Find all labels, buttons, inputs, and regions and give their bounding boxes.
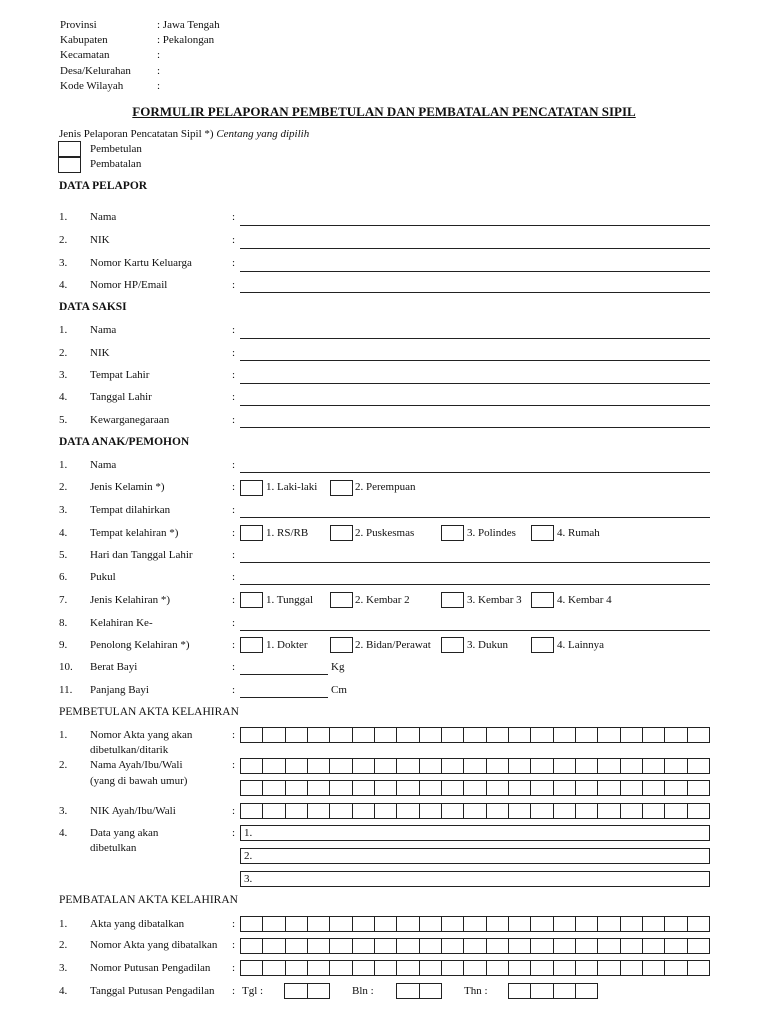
saksi-tanggal-lahir-field[interactable] <box>240 405 710 406</box>
header-label-provinsi: Provinsi <box>60 19 97 31</box>
colon: : <box>232 571 236 583</box>
colon: : <box>232 985 236 997</box>
colon: : <box>232 324 236 336</box>
pembetulan-akta-label-2: dibetulkan/ditarik <box>90 744 169 756</box>
item-number: 2. <box>59 939 68 951</box>
pembetulan-ortu-grid-1[interactable] <box>240 758 710 774</box>
tempat-kelahiran-polindes-checkbox[interactable] <box>441 525 464 541</box>
item-number: 1. <box>59 918 68 930</box>
colon: : <box>232 279 236 291</box>
bln-grid[interactable] <box>396 983 442 999</box>
header-value-kecamatan[interactable]: : <box>157 49 161 61</box>
header-label-desa: Desa/Kelurahan <box>60 65 131 77</box>
item-number: 2. <box>59 347 68 359</box>
header-label-kecamatan: Kecamatan <box>60 49 110 61</box>
pembetulan-checkbox[interactable] <box>58 141 81 157</box>
pembetulan-data-label-2: dibetulkan <box>90 842 137 854</box>
item-number: 8. <box>59 617 68 629</box>
anak-jenis-kelahiran-label: Jenis Kelahiran *) <box>90 594 171 606</box>
pelapor-nama-label: Nama <box>90 211 117 223</box>
pelapor-hp-label: Nomor HP/Email <box>90 279 168 291</box>
pembatalan-checkbox[interactable] <box>58 157 81 173</box>
pembetulan-nik-label: NIK Ayah/Ibu/Wali <box>90 805 176 817</box>
colon: : <box>232 729 236 741</box>
anak-jenis-kelamin-label: Jenis Kelamin *) <box>90 481 165 493</box>
jenis-kelahiran-option: 2. Kembar 2 <box>355 594 410 606</box>
colon: : <box>232 257 236 269</box>
item-number: 1. <box>59 729 68 741</box>
colon: : <box>232 661 236 673</box>
jenis-kelahiran-option: 3. Kembar 3 <box>467 594 522 606</box>
anak-nama-field[interactable] <box>240 472 710 473</box>
pembatalan-nomor-label: Nomor Akta yang dibatalkan <box>90 939 218 951</box>
option-pembetulan: Pembetulan <box>90 143 142 155</box>
item-number: 3. <box>59 805 68 817</box>
item-number: 3. <box>59 257 68 269</box>
anak-penolong-label: Penolong Kelahiran *) <box>90 639 190 651</box>
anak-tempat-dilahirkan-label: Tempat dilahirkan <box>90 504 171 516</box>
pembetulan-akta-label: Nomor Akta yang akan <box>90 729 193 741</box>
section-saksi: DATA SAKSI <box>59 301 127 313</box>
item-number: 5. <box>59 414 68 426</box>
item-number: 5. <box>59 549 68 561</box>
item-number: 11. <box>59 684 73 696</box>
header-value-desa[interactable]: : <box>157 65 161 77</box>
jenis-kelamin-option: 2. Perempuan <box>355 481 416 493</box>
penolong-option: 2. Bidan/Perawat <box>355 639 431 651</box>
item-number: 4. <box>59 527 68 539</box>
colon: : <box>232 391 236 403</box>
saksi-nama-label: Nama <box>90 324 117 336</box>
anak-tempat-kelahiran-label: Tempat kelahiran *) <box>90 527 179 539</box>
jenis-kelahiran-option: 1. Tunggal <box>266 594 314 606</box>
item-number: 10. <box>59 661 73 673</box>
anak-berat-field[interactable] <box>240 674 328 675</box>
anak-kelahiran-ke-field[interactable] <box>240 630 710 631</box>
pembatalan-nomor-grid[interactable] <box>240 938 710 954</box>
jenis-kelahiran-kembar4-checkbox[interactable] <box>531 592 554 608</box>
colon: : <box>232 347 236 359</box>
colon: : <box>232 639 236 651</box>
option-pembatalan: Pembatalan <box>90 158 142 170</box>
thn-grid[interactable] <box>508 983 598 999</box>
anak-nama-label: Nama <box>90 459 117 471</box>
saksi-tanggal-lahir-label: Tanggal Lahir <box>90 391 152 403</box>
pembetulan-ortu-label-2: (yang di bawah umur) <box>90 775 188 787</box>
pembatalan-tanggal-label: Tanggal Putusan Pengadilan <box>90 985 215 997</box>
tempat-kelahiran-option: 3. Polindes <box>467 527 516 539</box>
item-number: 2. <box>59 234 68 246</box>
colon: : <box>232 684 236 696</box>
saksi-nik-label: NIK <box>90 347 110 359</box>
saksi-kewarganegaraan-field[interactable] <box>240 427 710 428</box>
pembatalan-putusan-label: Nomor Putusan Pengadilan <box>90 962 211 974</box>
tempat-kelahiran-rs-checkbox[interactable] <box>240 525 263 541</box>
jenis-label: Jenis Pelaporan Pencatatan Sipil *) Centang yang dipilih <box>59 128 310 140</box>
colon: : <box>232 234 236 246</box>
anak-tanggal-lahir-label: Hari dan Tanggal Lahir <box>90 549 193 561</box>
pembatalan-putusan-grid[interactable] <box>240 960 710 976</box>
pembetulan-akta-grid[interactable] <box>240 727 710 743</box>
colon: : <box>232 962 236 974</box>
jenis-kelahiran-kembar3-checkbox[interactable] <box>441 592 464 608</box>
item-number: 1. <box>59 459 68 471</box>
colon: : <box>232 939 236 951</box>
pelapor-kk-field[interactable] <box>240 271 710 272</box>
section-pelapor: DATA PELAPOR <box>59 180 148 192</box>
anak-tempat-dilahirkan-field[interactable] <box>240 517 710 518</box>
penolong-option: 1. Dokter <box>266 639 308 651</box>
item-number: 3. <box>59 962 68 974</box>
colon: : <box>232 459 236 471</box>
tempat-kelahiran-option: 4. Rumah <box>557 527 600 539</box>
anak-panjang-label: Panjang Bayi <box>90 684 149 696</box>
tempat-kelahiran-rumah-checkbox[interactable] <box>531 525 554 541</box>
pembetulan-ortu-grid-2[interactable] <box>240 780 710 796</box>
anak-pukul-label: Pukul <box>90 571 116 583</box>
panjang-unit: Cm <box>331 684 347 696</box>
colon: : <box>232 827 236 839</box>
penolong-option: 4. Lainnya <box>557 639 605 651</box>
jenis-kelamin-laki-checkbox[interactable] <box>240 480 263 496</box>
bln-label: Bln : <box>352 985 374 997</box>
colon: : <box>232 918 236 930</box>
pelapor-hp-field[interactable] <box>240 292 710 293</box>
pembetulan-nik-grid[interactable] <box>240 803 710 819</box>
jenis-kelahiran-tunggal-checkbox[interactable] <box>240 592 263 608</box>
penolong-dokter-checkbox[interactable] <box>240 637 263 653</box>
jenis-kelamin-perempuan-checkbox[interactable] <box>330 480 353 496</box>
jenis-hint: Centang yang dipilih <box>216 128 310 140</box>
item-number: 2. <box>59 481 68 493</box>
anak-berat-label: Berat Bayi <box>90 661 138 673</box>
tempat-kelahiran-puskesmas-checkbox[interactable] <box>330 525 353 541</box>
pelapor-nik-label: NIK <box>90 234 110 246</box>
item-number: 1. <box>59 211 68 223</box>
anak-tanggal-lahir-field[interactable] <box>240 562 710 563</box>
colon: : <box>232 594 236 606</box>
form-title: FORMULIR PELAPORAN PEMBETULAN DAN PEMBATALAN PENCATATAN SIPIL <box>132 104 636 119</box>
header-label-kode: Kode Wilayah <box>60 80 124 92</box>
anak-panjang-field[interactable] <box>240 697 328 698</box>
colon: : <box>232 617 236 629</box>
pelapor-nik-field[interactable] <box>240 248 710 249</box>
tgl-grid[interactable] <box>284 983 330 999</box>
item-number: 4. <box>59 279 68 291</box>
item-number: 3. <box>59 369 68 381</box>
colon: : <box>232 414 236 426</box>
jenis-kelahiran-option: 4. Kembar 4 <box>557 594 612 606</box>
berat-unit: Kg <box>331 661 345 673</box>
item-number: 3. <box>59 504 68 516</box>
tgl-label: Tgl : <box>242 985 264 997</box>
pelapor-kk-label: Nomor Kartu Keluarga <box>90 257 192 269</box>
section-anak: DATA ANAK/PEMOHON <box>59 436 190 448</box>
thn-label: Thn : <box>464 985 488 997</box>
colon: : <box>232 759 236 771</box>
colon: : <box>232 805 236 817</box>
item-number: 4. <box>59 985 68 997</box>
colon: : <box>232 527 236 539</box>
tempat-kelahiran-option: 2. Puskesmas <box>355 527 415 539</box>
pembatalan-akta-grid[interactable] <box>240 916 710 932</box>
item-number: 2. <box>59 759 68 771</box>
item-number: 4. <box>59 391 68 403</box>
section-pembetulan: PEMBETULAN AKTA KELAHIRAN <box>59 706 239 718</box>
header-value-kabupaten: : Pekalongan <box>157 34 215 46</box>
colon: : <box>232 504 236 516</box>
pelapor-nama-field[interactable] <box>240 225 710 226</box>
saksi-kewarganegaraan-label: Kewarganegaraan <box>90 414 170 426</box>
penolong-lainnya-checkbox[interactable] <box>531 637 554 653</box>
saksi-nama-field[interactable] <box>240 338 710 339</box>
header-value-provinsi: : Jawa Tengah <box>157 19 220 31</box>
penolong-dukun-checkbox[interactable] <box>441 637 464 653</box>
pembetulan-ortu-label: Nama Ayah/Ibu/Wali <box>90 759 183 771</box>
pembatalan-akta-label: Akta yang dibatalkan <box>90 918 185 930</box>
anak-kelahiran-ke-label: Kelahiran Ke- <box>90 617 153 629</box>
pembetulan-data-field-2[interactable]: 2. <box>240 848 710 864</box>
pembetulan-data-field-3[interactable]: 3. <box>240 871 710 887</box>
item-number: 6. <box>59 571 68 583</box>
pembetulan-data-field-1[interactable]: 1. <box>240 825 710 841</box>
colon: : <box>232 549 236 561</box>
colon: : <box>232 211 236 223</box>
colon: : <box>232 481 236 493</box>
header-value-kode[interactable]: : <box>157 80 161 92</box>
pembetulan-data-label: Data yang akan <box>90 827 159 839</box>
colon: : <box>232 369 236 381</box>
penolong-bidan-checkbox[interactable] <box>330 637 353 653</box>
header-label-kabupaten: Kabupaten <box>60 34 108 46</box>
jenis-kelahiran-kembar2-checkbox[interactable] <box>330 592 353 608</box>
saksi-nik-field[interactable] <box>240 360 710 361</box>
jenis-kelamin-option: 1. Laki-laki <box>266 481 318 493</box>
saksi-tempat-lahir-label: Tempat Lahir <box>90 369 150 381</box>
item-number: 4. <box>59 827 68 839</box>
anak-pukul-field[interactable] <box>240 584 710 585</box>
tempat-kelahiran-option: 1. RS/RB <box>266 527 309 539</box>
item-number: 9. <box>59 639 68 651</box>
penolong-option: 3. Dukun <box>467 639 508 651</box>
saksi-tempat-lahir-field[interactable] <box>240 383 710 384</box>
item-number: 7. <box>59 594 68 606</box>
item-number: 1. <box>59 324 68 336</box>
section-pembatalan: PEMBATALAN AKTA KELAHIRAN <box>59 894 238 906</box>
